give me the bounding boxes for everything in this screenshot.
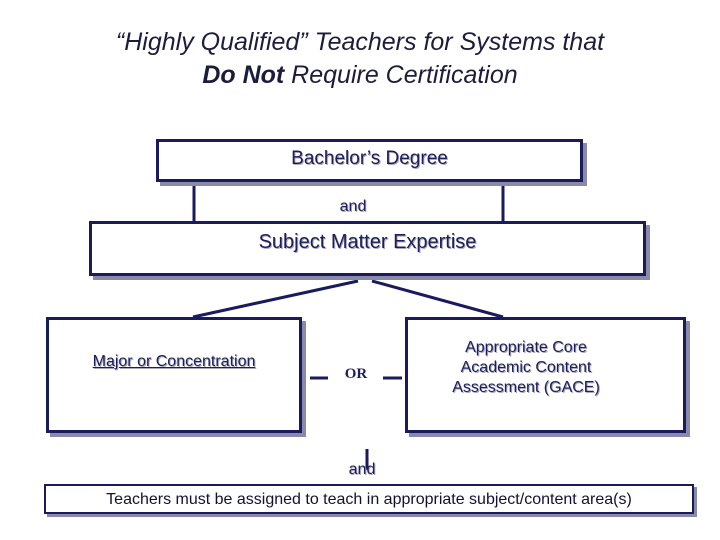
gace-assessment-box — [405, 317, 686, 433]
or-connector: OR — [344, 366, 368, 382]
subject-matter-expertise-box — [89, 221, 646, 276]
assignment-requirement-label: Teachers must be assigned to teach in appropriate subject/content area(s) — [106, 491, 632, 508]
and-connector-top: and — [339, 198, 367, 215]
bachelors-degree-label: Bachelor’s Degree — [291, 148, 448, 169]
branch-left-line — [193, 281, 358, 317]
subject-matter-expertise-label: Subject Matter Expertise — [258, 231, 477, 253]
and-connector-bottom: and — [348, 461, 376, 478]
assignment-requirement-box — [44, 484, 694, 514]
title-line-2-rest: Require Certification — [284, 61, 518, 89]
branch-right-line — [372, 281, 503, 317]
gace-line-1: Appropriate Core — [465, 339, 587, 356]
gace-assessment-label — [408, 338, 644, 398]
gace-line-3: Assessment (GACE) — [452, 379, 600, 396]
gace-line-2: Academic Content — [460, 359, 592, 376]
title-line-1: “Highly Qualified” Teachers for Systems that — [115, 28, 605, 56]
title-emphasis: Do Not — [202, 61, 285, 89]
major-concentration-box — [46, 317, 302, 433]
bachelors-degree-box — [156, 139, 583, 182]
major-concentration-label: Major or Concentration — [92, 353, 256, 370]
